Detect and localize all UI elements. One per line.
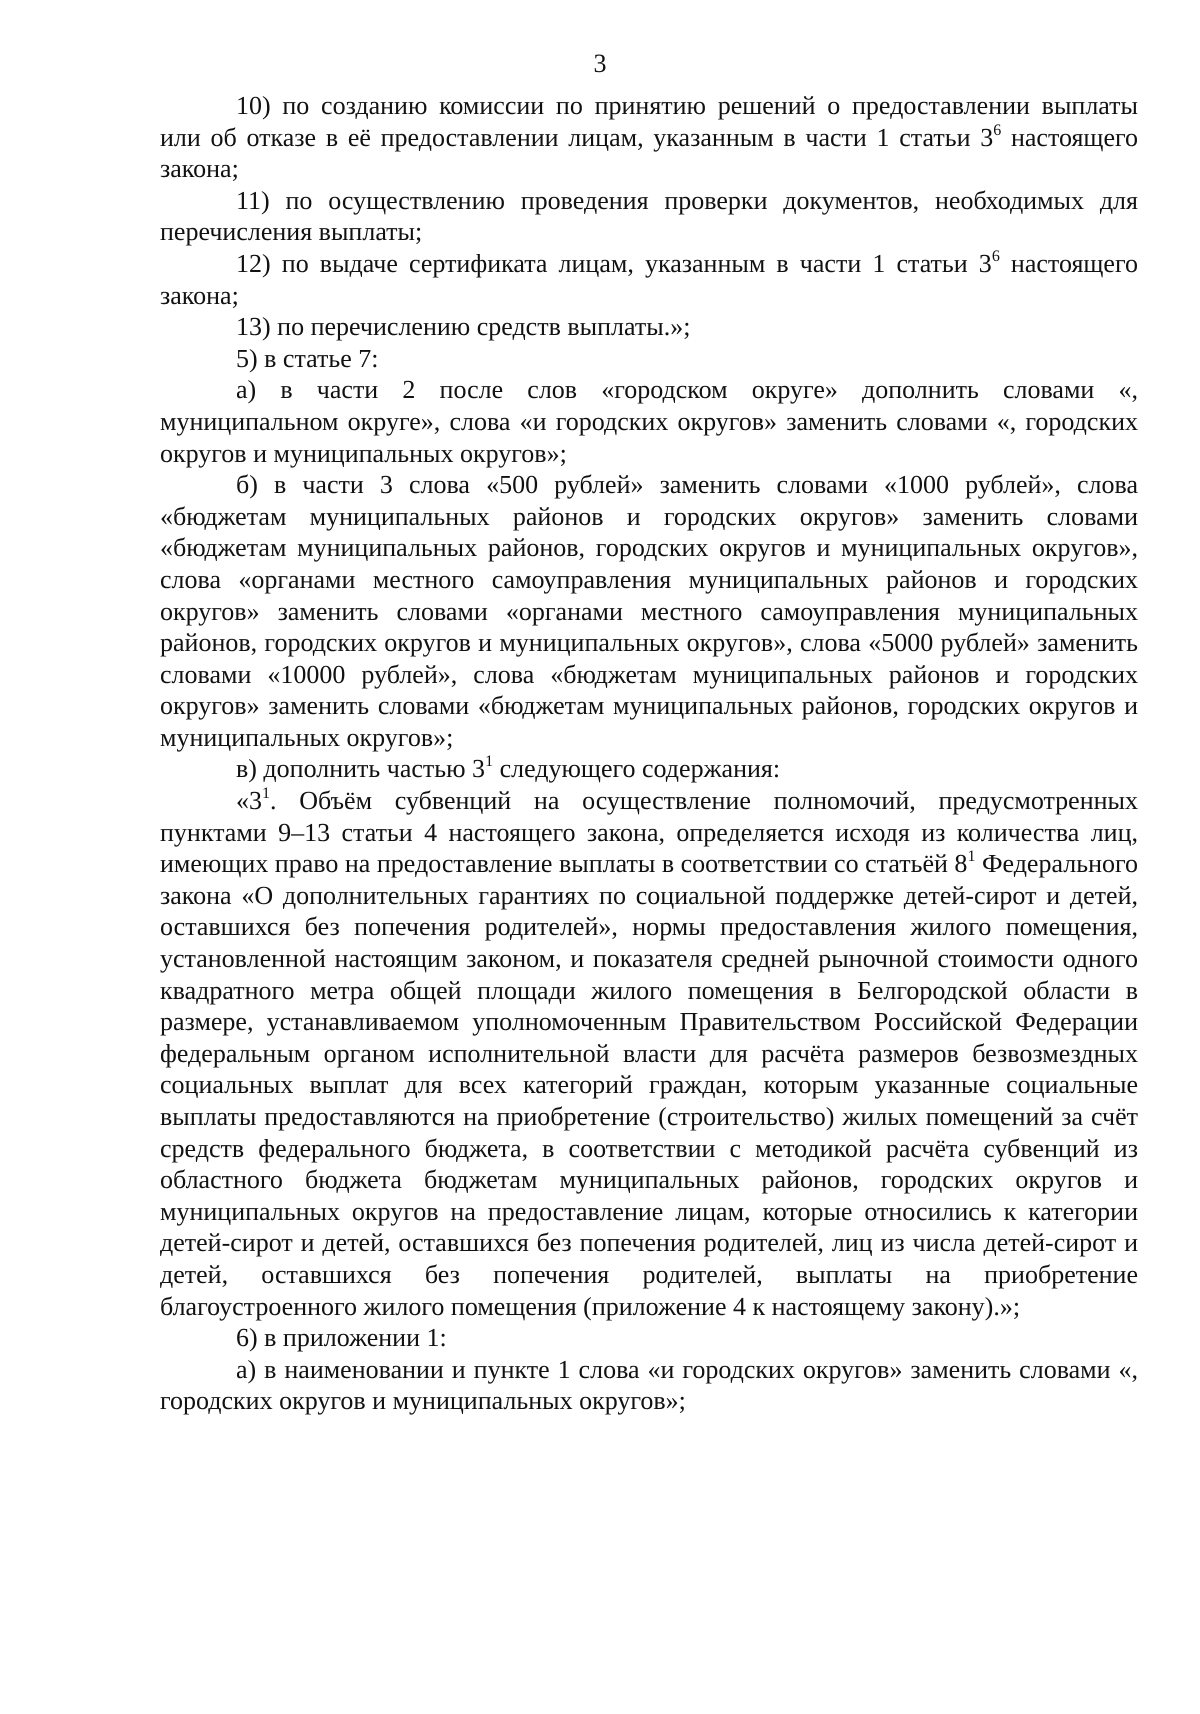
paragraph-item-13: 13) по перечислению средств выплаты.»; — [236, 312, 691, 342]
paragraph-subitem-a: а) в части 2 после слов «городском округе» дополнить словами «, муниципальном округе», слова «и городских округов» заменить словами «, городских округов и муниципальных округов»; — [160, 375, 1138, 468]
paragraph-appendix-1: 6) в приложении 1: — [236, 1323, 447, 1353]
paragraph-item-10: 10) по созданию комиссии по принятию решений о предоставлении выплаты или об отказе в её предоставлении лицам, указанным в части 1 статьи $3^6$ настоящего закона; — [160, 91, 1138, 184]
paragraph-item-12: 12) по выдаче сертификата лицам, указанным в части 1 статьи $3^6$ настоящего закона; — [160, 247, 1138, 310]
superscript: 6 — [993, 121, 1002, 139]
superscript: 1 — [967, 848, 976, 866]
superscript: 1 — [262, 785, 270, 803]
paragraph-article-7: 5) в статье 7: — [236, 343, 379, 373]
paragraph-appendix-subitem-a: а) в наименовании и пункте 1 слова «и городских округов» заменить словами «, городских округов и муниципальных округов»; — [160, 1354, 1138, 1416]
superscript: 1 — [485, 753, 494, 771]
paragraph-subitem-b: б) в части 3 слова «500 рублей» заменить словами «1000 рублей», слова «бюджетам муниципальных районов и городских округов» заменить словами «бюджетам муниципальных районов, городских округов и муниципальных округов», слова «органами местного самоуправления муниципальных районов и городских округов» заменить словами «органами местного самоуправления муниципальных районов, городских округов и муниципальных округов», слова «5000 рублей» заменить словами «10000 рублей», слова «бюджетам муниципальных районов и городских округов» заменить словами «бюджетам муниципальных районов, городских округов и муниципальных округов»; — [160, 470, 1138, 752]
superscript: 6 — [991, 247, 1000, 265]
page-number: 3 — [593, 49, 607, 78]
paragraph-item-11: 11) по осуществлению проведения проверки документов, необходимых для перечисления выплаты; — [160, 185, 1138, 247]
document-body — [160, 90, 1138, 1417]
paragraph-subitem-v: в) дополнить частью $3^1$ следующего содержания: — [236, 753, 781, 784]
paragraph-part-3-1: «$3^1$. Объём субвенций на осуществление полномочий, предусмотренных пунктами 9–13 статьи 4 настоящего закона, определяется исходя из количества лиц, имеющих право на предоставление выплаты в соответствии со статьёй $8^1$ Федерального закона «О дополнительных гарантиях по социальной поддержке детей-сирот и детей, оставшихся без попечения родителей», нормы предоставления жилого помещения, установленной настоящим законом, и показателя средней рыночной стоимости одного квадратного метра общей площади жилого помещения в Белгородской области в размере, устанавливаемом уполномоченным Правительством Российской Федерации федеральным органом исполнительной власти для расчёта размеров безвозмездных социальных выплат для всех категорий граждан, которым указанные социальные выплаты предоставляются на приобретение (строительство) жилых помещений за счёт средств федерального бюджета, в соответствии с методикой расчёта субвенций из областного бюджета бюджетам муниципальных районов, городских округов и муниципальных округов на предоставление лицам, которые относились к категории детей-сирот и детей, оставшихся без попечения родителей, лиц из числа детей-сирот и детей, оставшихся без попечения родителей, выплаты на приобретение благоустроенного жилого помещения (приложение 4 к настоящему закону).»; — [160, 785, 1139, 1321]
